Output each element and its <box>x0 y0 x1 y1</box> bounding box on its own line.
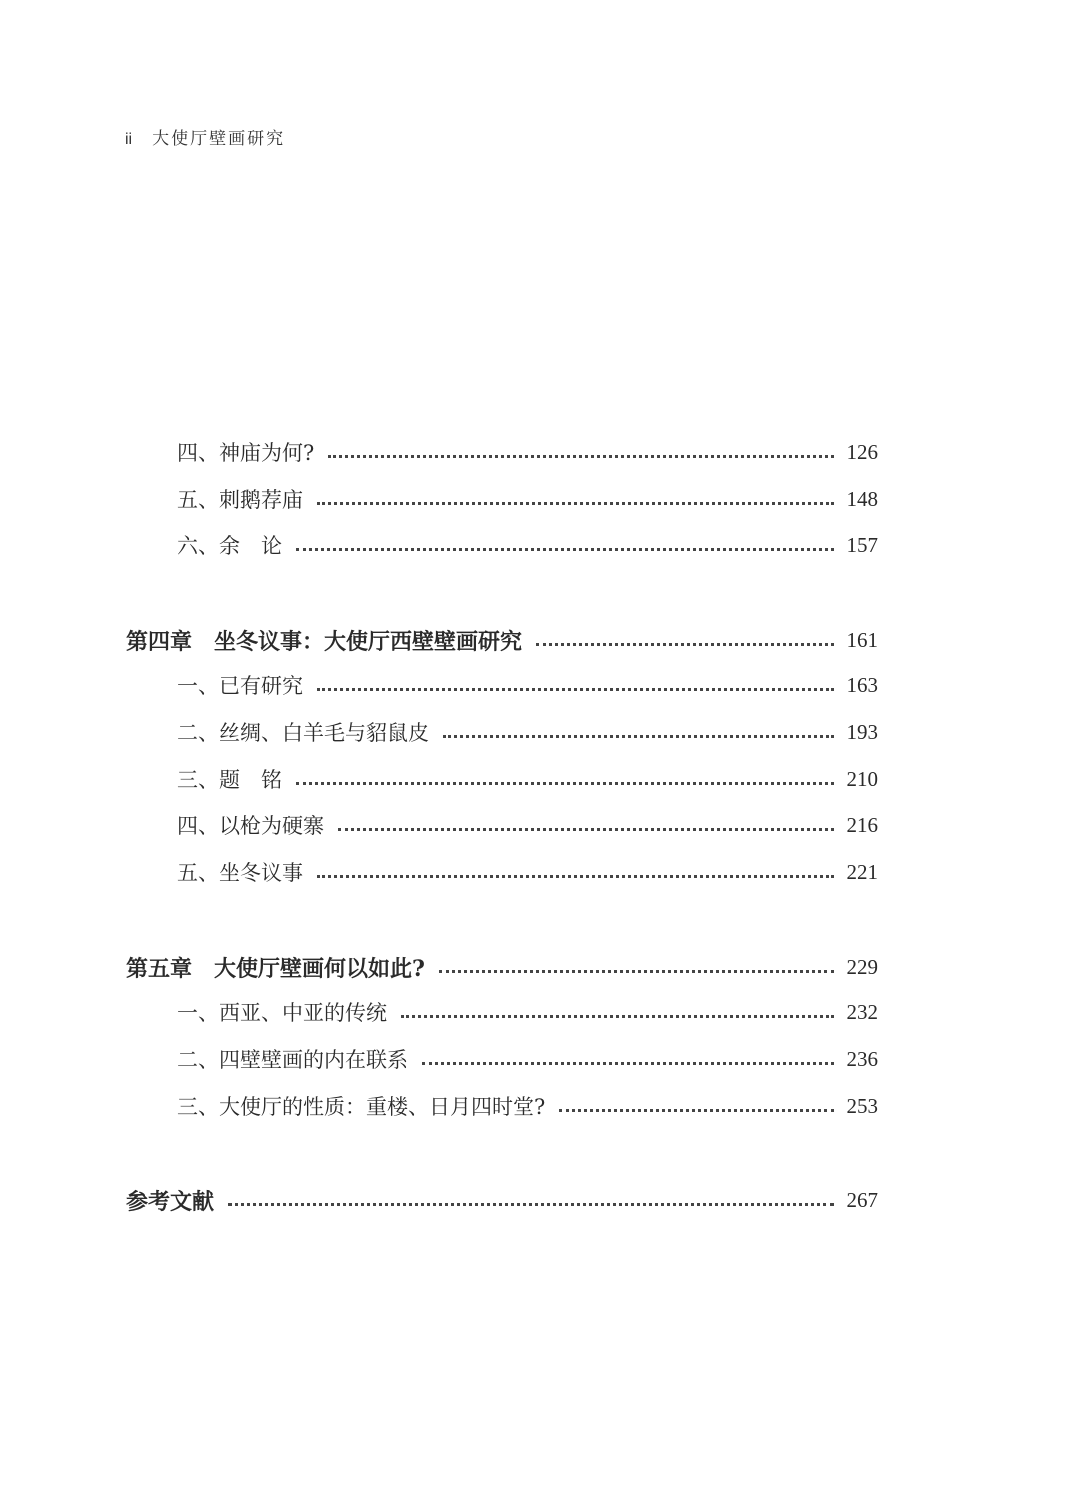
page-folio: ii <box>125 131 133 148</box>
toc-entry-label: 四、以枪为硬寨 <box>177 814 324 838</box>
dot-leader <box>296 548 834 551</box>
toc-entry-label: 一、已有研究 <box>177 674 303 698</box>
toc-entry-page: 232 <box>846 999 878 1024</box>
toc-entry-page: 210 <box>846 766 878 791</box>
dot-leader <box>401 1015 834 1018</box>
toc-chapter-page: 229 <box>846 954 878 979</box>
toc-entry[interactable] <box>0 1042 1071 1076</box>
toc-entry-label: 五、坐冬议事 <box>177 861 303 885</box>
toc-entry[interactable] <box>0 715 1071 749</box>
toc-entry-page: 148 <box>846 486 878 511</box>
toc-entry[interactable] <box>0 528 1071 562</box>
toc-entry-page: 236 <box>846 1046 878 1071</box>
toc-entry-label: 六、余 论 <box>177 534 282 558</box>
toc-entry-page: 157 <box>846 532 878 557</box>
toc-chapter-label: 参考文献 <box>126 1188 215 1215</box>
dot-leader <box>559 1109 834 1112</box>
dot-leader <box>296 782 834 785</box>
dot-leader <box>328 455 834 458</box>
toc-chapter-page: 161 <box>846 627 878 652</box>
toc-entry-page: 163 <box>846 672 878 697</box>
toc-chapter-page: 267 <box>846 1187 878 1212</box>
toc-chapter[interactable] <box>0 623 1071 657</box>
toc-entry[interactable] <box>0 808 1071 842</box>
toc-entry-page: 221 <box>846 859 878 884</box>
toc-entry[interactable] <box>0 855 1071 889</box>
toc-entry[interactable] <box>0 435 1071 469</box>
dot-leader <box>439 970 834 973</box>
toc-entry-page: 193 <box>846 719 878 744</box>
toc-entry-label: 二、四壁壁画的内在联系 <box>177 1048 408 1072</box>
toc-entry-label: 三、大使厅的性质：重楼、日月四时堂? <box>177 1095 546 1119</box>
dot-leader <box>317 875 834 878</box>
toc-entry[interactable] <box>0 1089 1071 1123</box>
dot-leader <box>317 688 834 691</box>
toc-chapter-label: 第四章 坐冬议事：大使厅西壁壁画研究 <box>126 628 523 655</box>
toc-chapter-label: 第五章 大使厅壁画何以如此? <box>126 955 425 982</box>
dot-leader <box>228 1203 834 1206</box>
toc-entry-label: 五、刺鹅荐庙 <box>177 488 303 512</box>
toc-entry[interactable] <box>0 482 1071 516</box>
toc-entry-label: 四、神庙为何? <box>177 441 315 465</box>
toc-entry-label: 三、题 铭 <box>177 768 282 792</box>
toc-entry[interactable] <box>0 668 1071 702</box>
running-head <box>125 124 285 149</box>
toc-entry[interactable] <box>0 995 1071 1029</box>
toc-entry-page: 126 <box>846 439 878 464</box>
toc-entry-page: 253 <box>846 1093 878 1118</box>
toc-entry-label: 二、丝绸、白羊毛与貂鼠皮 <box>177 721 429 745</box>
toc-chapter[interactable] <box>0 950 1071 984</box>
toc-entry-label: 一、西亚、中亚的传统 <box>177 1001 387 1025</box>
dot-leader <box>422 1062 834 1065</box>
book-title: 大使厅壁画研究 <box>152 129 286 149</box>
toc-entry-page: 216 <box>846 812 878 837</box>
dot-leader <box>338 828 834 831</box>
dot-leader <box>317 502 834 505</box>
toc-chapter[interactable] <box>0 1183 1071 1217</box>
dot-leader <box>536 643 834 646</box>
toc-entry[interactable] <box>0 762 1071 796</box>
dot-leader <box>443 735 834 738</box>
